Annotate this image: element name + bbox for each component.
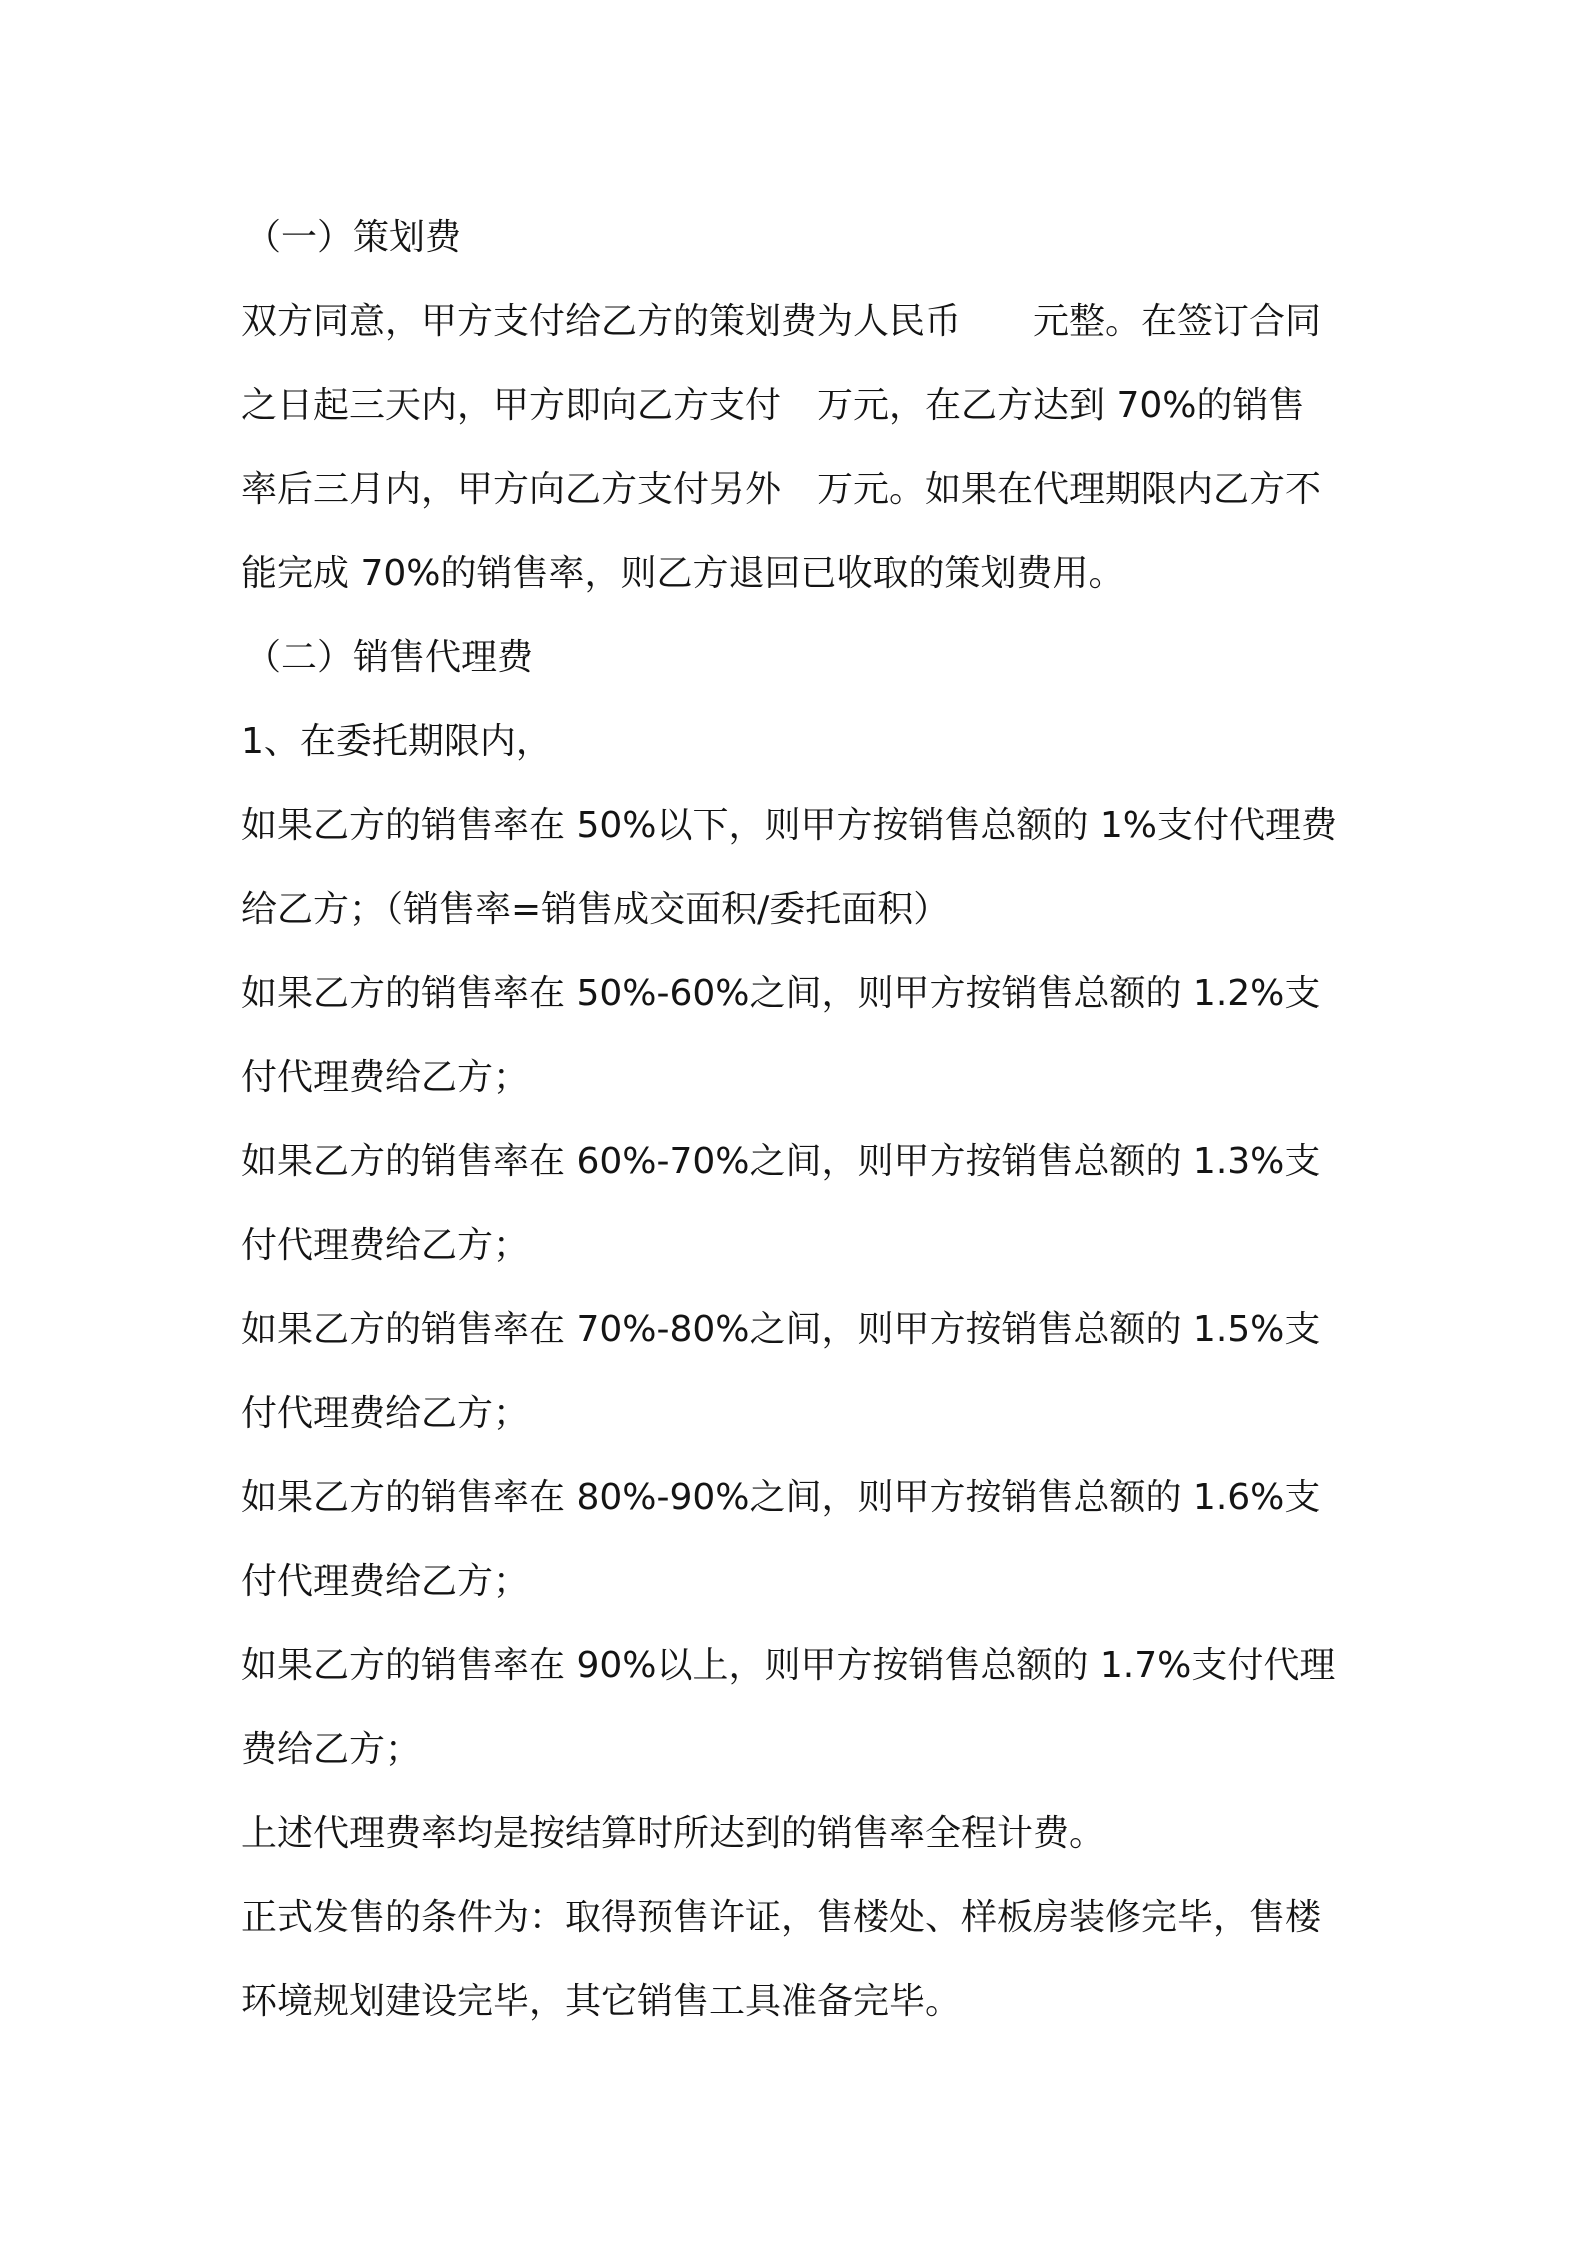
paragraph-line: 如果乙方的销售率在 90%以上，则甲方按销售总额的 1.7%支付代理 — [241, 1645, 1336, 1686]
commission-rule-5 — [241, 1456, 1359, 1624]
section-1-heading: （一）策划费 — [245, 217, 462, 258]
paragraph-line: 给乙方；（销售率=销售成交面积/委托面积） — [241, 889, 950, 930]
paragraph-line: 率后三月内，甲方向乙方支付另外 万元。如果在代理期限内乙方不 — [241, 469, 1322, 510]
paragraph-line: 付代理费给乙方； — [241, 1057, 530, 1098]
rate-note — [241, 1792, 1359, 1876]
paragraph-line: 如果乙方的销售率在 80%-90%之间，则甲方按销售总额的 1.6%支 — [241, 1477, 1321, 1518]
paragraph-line: 之日起三天内，甲方即向乙方支付 万元，在乙方达到 70%的销售 — [241, 385, 1305, 426]
paragraph-line: 付代理费给乙方； — [241, 1393, 530, 1434]
paragraph-line: 正式发售的条件为：取得预售许证，售楼处、样板房装修完毕，售楼 — [241, 1897, 1322, 1938]
paragraph-line: 费给乙方； — [241, 1729, 422, 1770]
commission-rule-6 — [241, 1624, 1359, 1792]
document-body — [241, 196, 1359, 2044]
commission-rule-1 — [241, 784, 1359, 952]
planning-fee-paragraph — [241, 280, 1359, 616]
commission-intro — [241, 700, 1359, 784]
paragraph-line: 如果乙方的销售率在 50%以下，则甲方按销售总额的 1%支付代理费 — [241, 805, 1338, 846]
paragraph-line: 付代理费给乙方； — [241, 1561, 530, 1602]
paragraph-line: 双方同意，甲方支付给乙方的策划费为人民币 元整。在签订合同 — [241, 301, 1322, 342]
paragraph-line: 如果乙方的销售率在 60%-70%之间，则甲方按销售总额的 1.3%支 — [241, 1141, 1321, 1182]
section-2-heading: （二）销售代理费 — [245, 637, 534, 678]
paragraph-line: 1、在委托期限内， — [241, 721, 552, 762]
paragraph-line: 上述代理费率均是按结算时所达到的销售率全程计费。 — [241, 1813, 1106, 1854]
commission-rule-4 — [241, 1288, 1359, 1456]
commission-rule-3 — [241, 1120, 1359, 1288]
paragraph-line: 如果乙方的销售率在 50%-60%之间，则甲方按销售总额的 1.2%支 — [241, 973, 1321, 1014]
paragraph-line: 如果乙方的销售率在 70%-80%之间，则甲方按销售总额的 1.5%支 — [241, 1309, 1321, 1350]
sale-conditions — [241, 1876, 1359, 2044]
paragraph-line: 能完成 70%的销售率，则乙方退回已收取的策划费用。 — [241, 553, 1125, 594]
paragraph-line: 付代理费给乙方； — [241, 1225, 530, 1266]
commission-rule-2 — [241, 952, 1359, 1120]
paragraph-line: 环境规划建设完毕，其它销售工具准备完毕。 — [241, 1981, 962, 2022]
